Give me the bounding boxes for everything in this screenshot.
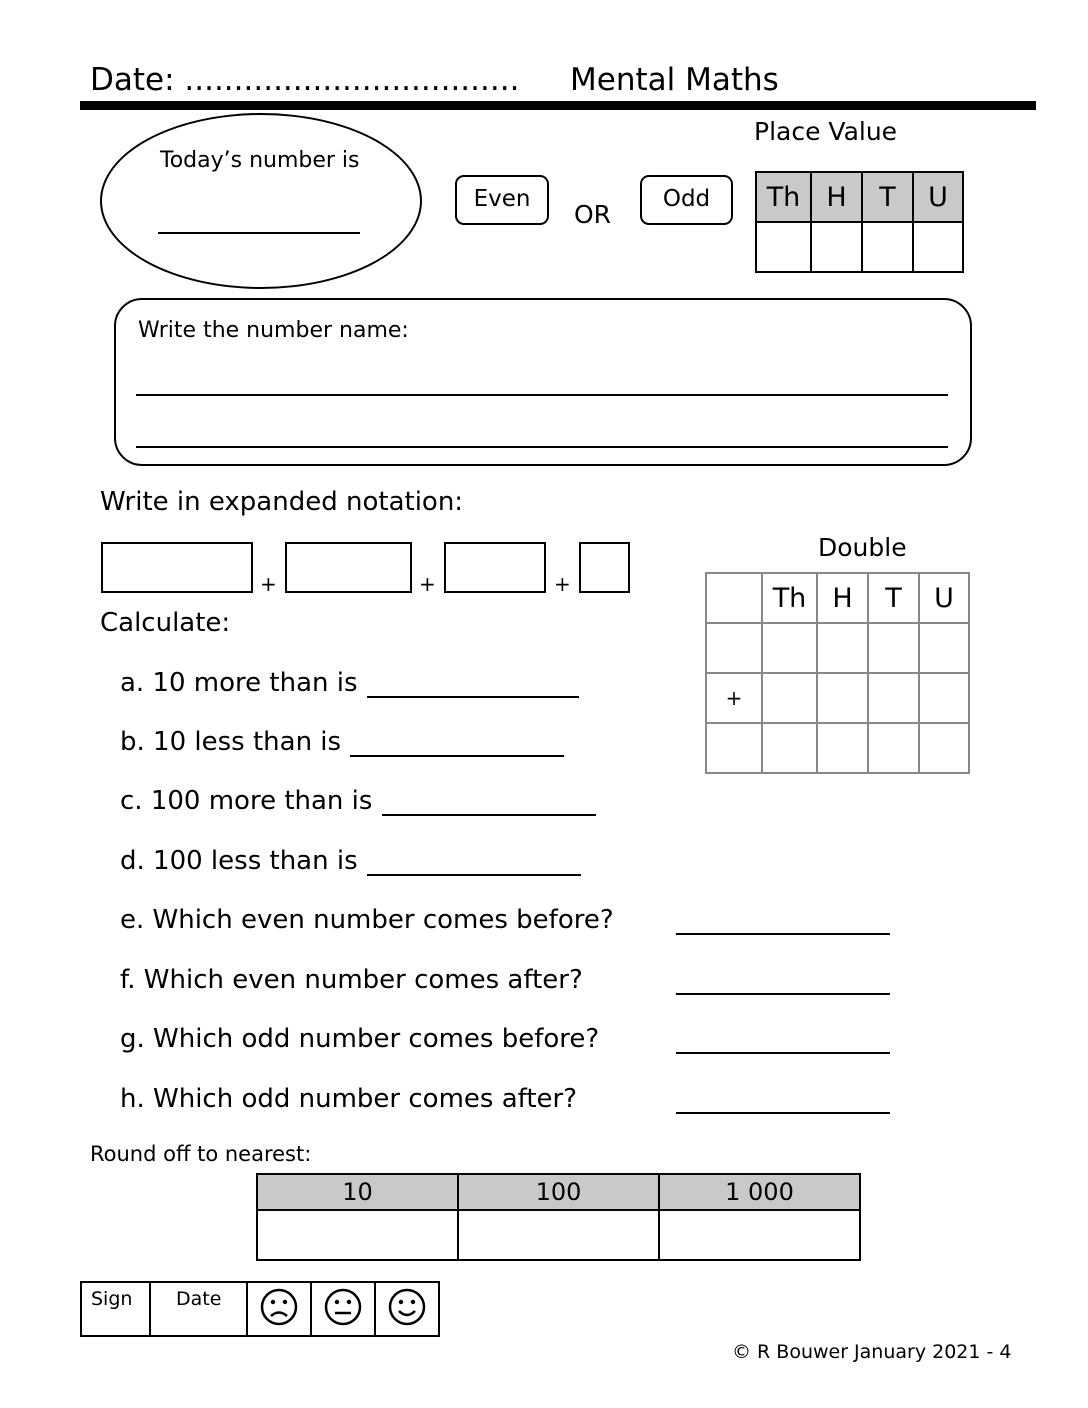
happy-face-cell[interactable]: [375, 1282, 439, 1336]
round-cell-1000[interactable]: [659, 1210, 860, 1260]
place-value-title: Place Value: [754, 117, 898, 146]
expanded-notation-label: Write in expanded notation:: [100, 487, 464, 517]
or-label: OR: [574, 200, 612, 229]
todays-number-blank[interactable]: [158, 232, 360, 234]
copyright-footer: © R Bouwer January 2021 - 4: [732, 1341, 1012, 1363]
double-header-blank: [706, 573, 762, 623]
pv-cell-h[interactable]: [811, 222, 862, 272]
question-a: a. 10 more than is: [120, 668, 358, 698]
question-e: e. Which even number comes before?: [120, 905, 614, 935]
double-header-th: Th: [762, 573, 817, 623]
question-d: d. 100 less than is: [120, 846, 358, 876]
answer-line-h[interactable]: [676, 1112, 890, 1114]
double-cell[interactable]: [762, 723, 817, 773]
pv-header-h: H: [811, 172, 862, 222]
expanded-box-4[interactable]: [579, 542, 630, 593]
plus-sign: +: [260, 572, 277, 596]
double-plus-sign: +: [706, 673, 762, 723]
answer-line-c[interactable]: [382, 814, 596, 816]
happy-face-icon: [387, 1287, 427, 1327]
question-c: c. 100 more than is: [120, 786, 373, 816]
expanded-box-1[interactable]: [101, 542, 253, 593]
double-cell[interactable]: [868, 623, 919, 673]
sign-table: [80, 1281, 440, 1337]
pv-cell-u[interactable]: [913, 222, 963, 272]
double-cell[interactable]: [919, 673, 969, 723]
neutral-face-cell[interactable]: [311, 1282, 375, 1336]
number-name-label: Write the number name:: [138, 318, 409, 343]
answer-line-b[interactable]: [350, 755, 564, 757]
pv-header-th: Th: [756, 172, 811, 222]
double-cell[interactable]: [817, 723, 868, 773]
pv-header-u: U: [913, 172, 963, 222]
pv-header-t: T: [862, 172, 913, 222]
round-cell-10[interactable]: [257, 1210, 458, 1260]
double-cell: [706, 723, 762, 773]
round-off-label: Round off to nearest:: [90, 1142, 312, 1166]
sign-label: Sign: [91, 1288, 133, 1310]
sign-cell[interactable]: [81, 1282, 150, 1336]
todays-number-label: Today’s number is: [160, 148, 360, 173]
double-title: Double: [818, 533, 907, 562]
neutral-face-icon: [323, 1287, 363, 1327]
double-cell[interactable]: [817, 673, 868, 723]
round-header-1000: 1 000: [659, 1174, 860, 1210]
double-cell: [706, 623, 762, 673]
double-table: [705, 572, 970, 774]
answer-line-e[interactable]: [676, 933, 890, 935]
date-cell-label: Date: [176, 1288, 222, 1310]
question-h: h. Which odd number comes after?: [120, 1084, 578, 1114]
round-header-100: 100: [458, 1174, 659, 1210]
double-header-h: H: [817, 573, 868, 623]
sad-face-cell[interactable]: [247, 1282, 311, 1336]
expanded-box-2[interactable]: [285, 542, 412, 593]
answer-line-a[interactable]: [367, 696, 579, 698]
sad-face-icon: [259, 1287, 299, 1327]
double-cell[interactable]: [868, 723, 919, 773]
double-cell[interactable]: [919, 623, 969, 673]
round-header-10: 10: [257, 1174, 458, 1210]
double-cell[interactable]: [919, 723, 969, 773]
double-cell[interactable]: [868, 673, 919, 723]
answer-line-f[interactable]: [676, 993, 890, 995]
odd-option[interactable]: Odd: [640, 175, 733, 225]
double-cell[interactable]: [817, 623, 868, 673]
even-option[interactable]: Even: [455, 175, 549, 225]
date-label: Date: ..................................: [90, 62, 520, 98]
plus-sign: +: [554, 572, 571, 596]
date-cell[interactable]: [150, 1282, 247, 1336]
todays-number-ellipse: [100, 113, 422, 289]
double-header-t: T: [868, 573, 919, 623]
place-value-table: [755, 171, 964, 273]
question-g: g. Which odd number comes before?: [120, 1024, 600, 1054]
answer-line-d[interactable]: [367, 874, 581, 876]
expanded-box-3[interactable]: [444, 542, 546, 593]
question-b: b. 10 less than is: [120, 727, 342, 757]
plus-sign: +: [419, 572, 436, 596]
double-header-u: U: [919, 573, 969, 623]
pv-cell-th[interactable]: [756, 222, 811, 272]
round-cell-100[interactable]: [458, 1210, 659, 1260]
number-name-line-2[interactable]: [136, 446, 948, 448]
double-cell[interactable]: [762, 673, 817, 723]
pv-cell-t[interactable]: [862, 222, 913, 272]
calculate-label: Calculate:: [100, 608, 231, 638]
question-f: f. Which even number comes after?: [120, 965, 583, 995]
double-cell[interactable]: [762, 623, 817, 673]
header-rule: [80, 101, 1036, 110]
answer-line-g[interactable]: [676, 1052, 890, 1054]
number-name-line-1[interactable]: [136, 394, 948, 396]
page-title: Mental Maths: [570, 62, 779, 98]
round-off-table: [256, 1173, 861, 1261]
